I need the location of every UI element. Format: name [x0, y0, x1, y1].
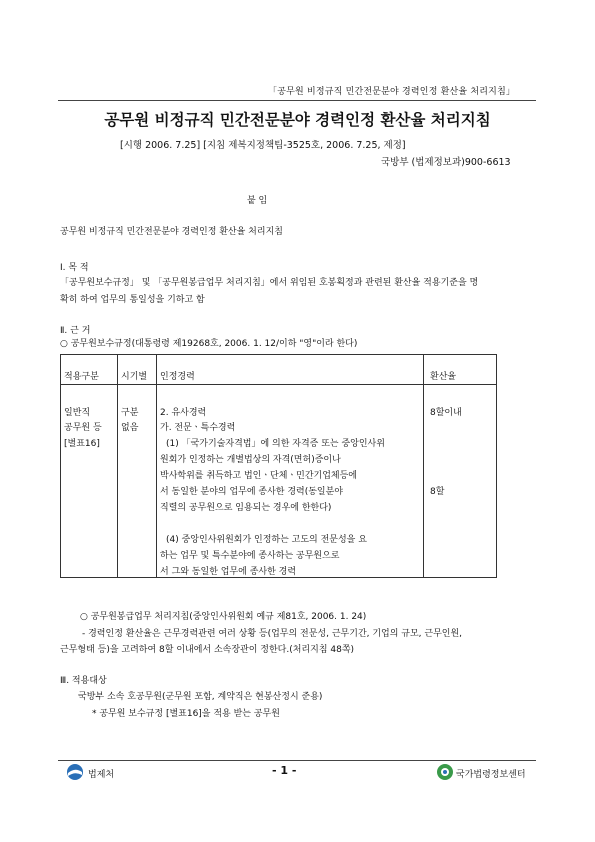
- footer-divider: [58, 760, 536, 761]
- basis-regulation-1: ○ 공무원보수규정(대통령령 제19268호, 2006. 1. 12/이하 "영"이라 한다): [60, 339, 358, 349]
- section3-heading: Ⅲ. 적용대상: [60, 676, 107, 686]
- section1-heading: Ⅰ. 목 적: [60, 263, 89, 273]
- footer-right-label: 국가법령정보센터: [456, 770, 526, 780]
- table-cell: 서 그와 동일한 업무에 종사한 경력: [160, 567, 297, 577]
- table-cell: 직렬의 공무원으로 임용되는 경우에 한한다): [160, 503, 332, 513]
- table-bottom-border: [60, 577, 497, 578]
- document-name: 공무원 비정규직 민간전문분야 경력인정 환산율 처리지침: [60, 227, 283, 237]
- table-vline: [156, 354, 157, 577]
- table-cell: 8할: [430, 487, 445, 497]
- table-vline: [60, 354, 61, 577]
- table-cell: 원회가 인정하는 개별법상의 자격(면허)증이나: [160, 455, 341, 465]
- table-header-border: [60, 384, 497, 385]
- table-cell: 구분: [121, 408, 139, 418]
- section1-text-cont: 확히 하여 업무의 통일성을 기하고 함: [60, 295, 205, 305]
- table-cell: 8할이내: [430, 408, 462, 418]
- table-cell: 박사학위를 취득하고 법인ㆍ단체ㆍ민간기업체등에: [160, 471, 357, 481]
- table-header-period: 시기별: [121, 372, 148, 382]
- table-cell: 없음: [121, 423, 139, 433]
- section1-text: 「공무원보수규정」 및 「공무원봉급업무 처리지침」에서 위임된 호봉획정과 관련된 환산율 적용기준을 명: [60, 278, 479, 288]
- law-info-center-logo-icon: [436, 763, 454, 781]
- table-top-border: [60, 354, 497, 355]
- table-cell: [별표16]: [64, 439, 100, 449]
- page-title: 공무원 비정규직 민간전문분야 경력인정 환산율 처리지침: [104, 111, 491, 129]
- table-cell: (1) 「국가기술자격법」에 의한 자격증 또는 중앙인사위: [166, 439, 385, 449]
- ministry-contact: 국방부 (법제정보과)900-6613: [381, 157, 511, 168]
- section3-target: 국방부 소속 호공무원(군무원 포함, 계약직은 현봉산정시 준용): [78, 692, 323, 702]
- basis-regulation-2: ○ 공무원봉급업무 처리지침(중앙인사위원회 예규 제81호, 2006. 1. 24): [80, 612, 367, 622]
- table-cell: 2. 유사경력: [160, 408, 207, 418]
- table-cell: 가. 전문ㆍ특수경력: [160, 423, 236, 433]
- basis-detail-cont: 근무형태 등)을 고려하여 8할 이내에서 소속장관이 정한다.(처리지침 48쪽): [60, 645, 355, 655]
- section2-heading: Ⅱ. 근 거: [60, 326, 91, 336]
- table-vline: [423, 354, 424, 577]
- table-vline: [496, 354, 497, 577]
- basis-detail: - 경력인정 환산율은 근무경력관련 여러 상황 등(업무의 전문성, 근무기간, 기업의 규모, 근무인원,: [82, 629, 463, 639]
- enactment-info: [시행 2006. 7.25] [지침 제복지정책팀-3525호, 2006. 7.25, 제정]: [120, 140, 406, 151]
- table-cell: 공무원 등: [64, 423, 102, 433]
- section3-note: * 공무원 보수규정 [별표16]을 적용 받는 공무원: [92, 709, 280, 719]
- moleg-logo-icon: [66, 763, 84, 781]
- table-cell: (4) 중앙인사위원회가 인정하는 고도의 전문성을 요: [166, 535, 367, 545]
- table-cell: 서 동일한 분야의 업무에 종사한 경력(동일분야: [160, 487, 344, 497]
- table-vline: [117, 354, 118, 577]
- table-header-scope: 적용구분: [64, 372, 99, 382]
- header-reference: 「공무원 비정규직 민간전문분야 경력인정 환산율 처리지침」: [268, 87, 516, 97]
- attachment-label: 붙 임: [247, 196, 268, 206]
- footer-left-label: 법제처: [88, 770, 115, 780]
- header-divider: [58, 100, 536, 101]
- page-number: - 1 -: [272, 764, 297, 777]
- table-header-rate: 환산율: [430, 372, 457, 382]
- table-header-career: 인정경력: [160, 372, 195, 382]
- table-cell: 하는 업무 및 특수분야에 종사하는 공무원으로: [160, 551, 340, 561]
- table-cell: 일반직: [64, 408, 91, 418]
